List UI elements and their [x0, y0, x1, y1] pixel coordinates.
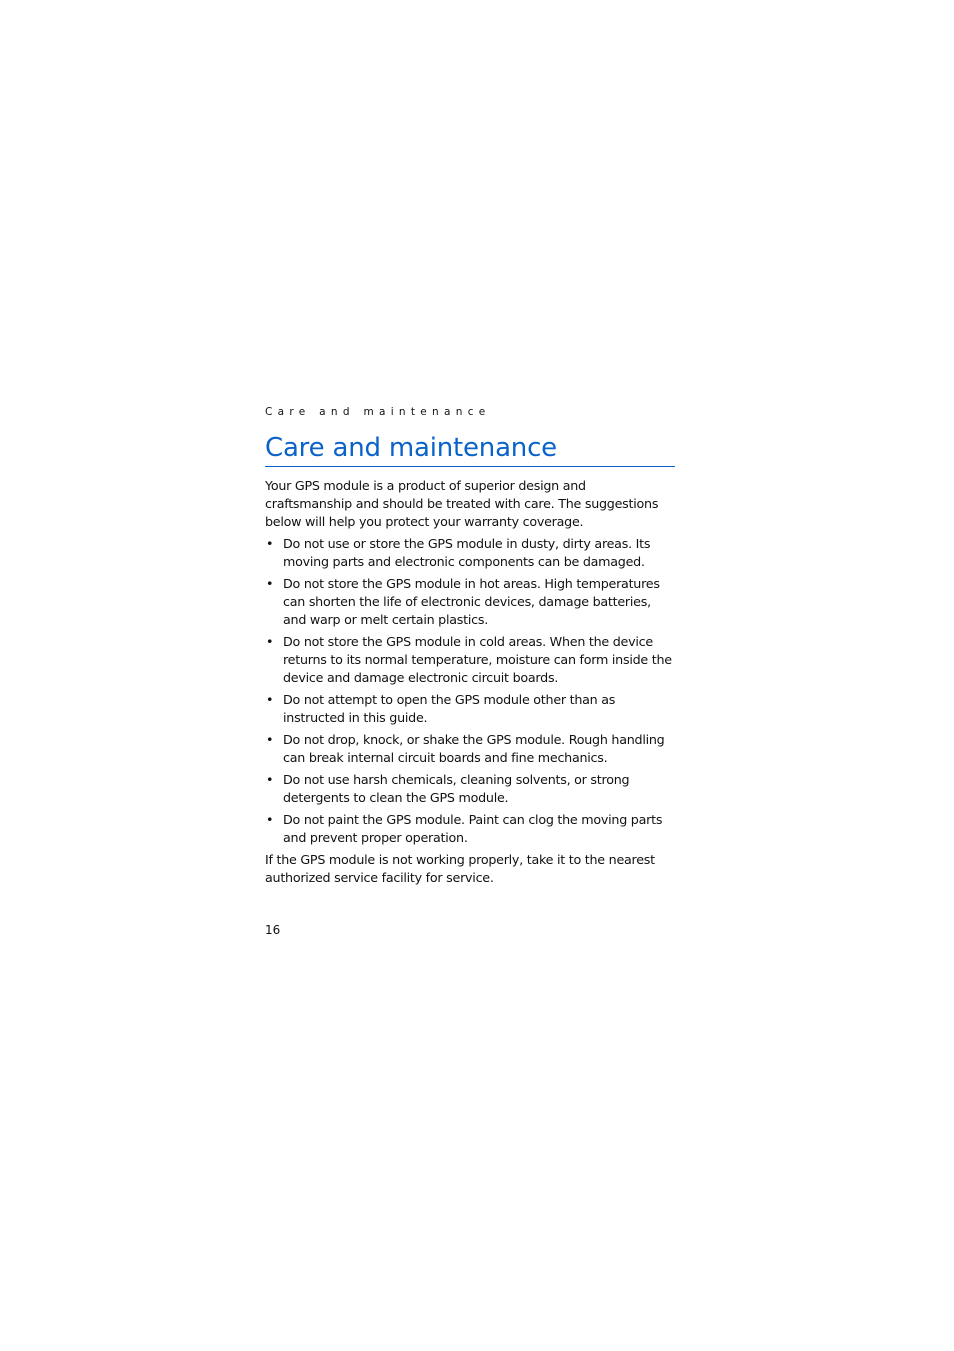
care-list — [265, 535, 675, 847]
bullet-icon: • — [266, 772, 274, 787]
list-item-text: Do not drop, knock, or shake the GPS module. Rough handling can break internal circuit boards and fine mechanics. — [283, 732, 665, 765]
page-number: 16 — [265, 923, 281, 937]
list-item — [265, 535, 675, 571]
running-header: Care and maintenance — [265, 406, 491, 418]
bullet-icon: • — [266, 692, 274, 707]
list-item-text: Do not use or store the GPS module in dusty, dirty areas. Its moving parts and electronic components can be damaged. — [283, 536, 651, 569]
list-item — [265, 811, 675, 847]
bullet-icon: • — [266, 536, 274, 551]
list-item — [265, 575, 675, 629]
bullet-icon: • — [266, 812, 274, 827]
list-item-text: Do not store the GPS module in cold areas. When the device returns to its normal temperature, moisture can form inside the device and damage electronic circuit boards. — [283, 634, 672, 685]
list-item — [265, 731, 675, 767]
list-item-text: Do not use harsh chemicals, cleaning solvents, or strong detergents to clean the GPS module. — [283, 772, 630, 805]
section-title: Care and maintenance — [265, 431, 675, 467]
list-item-text: Do not attempt to open the GPS module other than as instructed in this guide. — [283, 692, 616, 725]
list-item — [265, 691, 675, 727]
list-item — [265, 771, 675, 807]
list-item — [265, 633, 675, 687]
page-content — [265, 404, 675, 887]
intro-paragraph: Your GPS module is a product of superior design and craftsmanship and should be treated with care. The suggestions below will help you protect your warranty coverage. — [265, 478, 659, 529]
list-item-text: Do not paint the GPS module. Paint can clog the moving parts and prevent proper operation. — [283, 812, 663, 845]
bullet-icon: • — [266, 634, 274, 649]
list-item-text: Do not store the GPS module in hot areas. High temperatures can shorten the life of electronic devices, damage batteries, and warp or melt certain plastics. — [283, 576, 660, 627]
bullet-icon: • — [266, 576, 274, 591]
closing-paragraph: If the GPS module is not working properly, take it to the nearest authorized service facility for service. — [265, 852, 655, 885]
bullet-icon: • — [266, 732, 274, 747]
